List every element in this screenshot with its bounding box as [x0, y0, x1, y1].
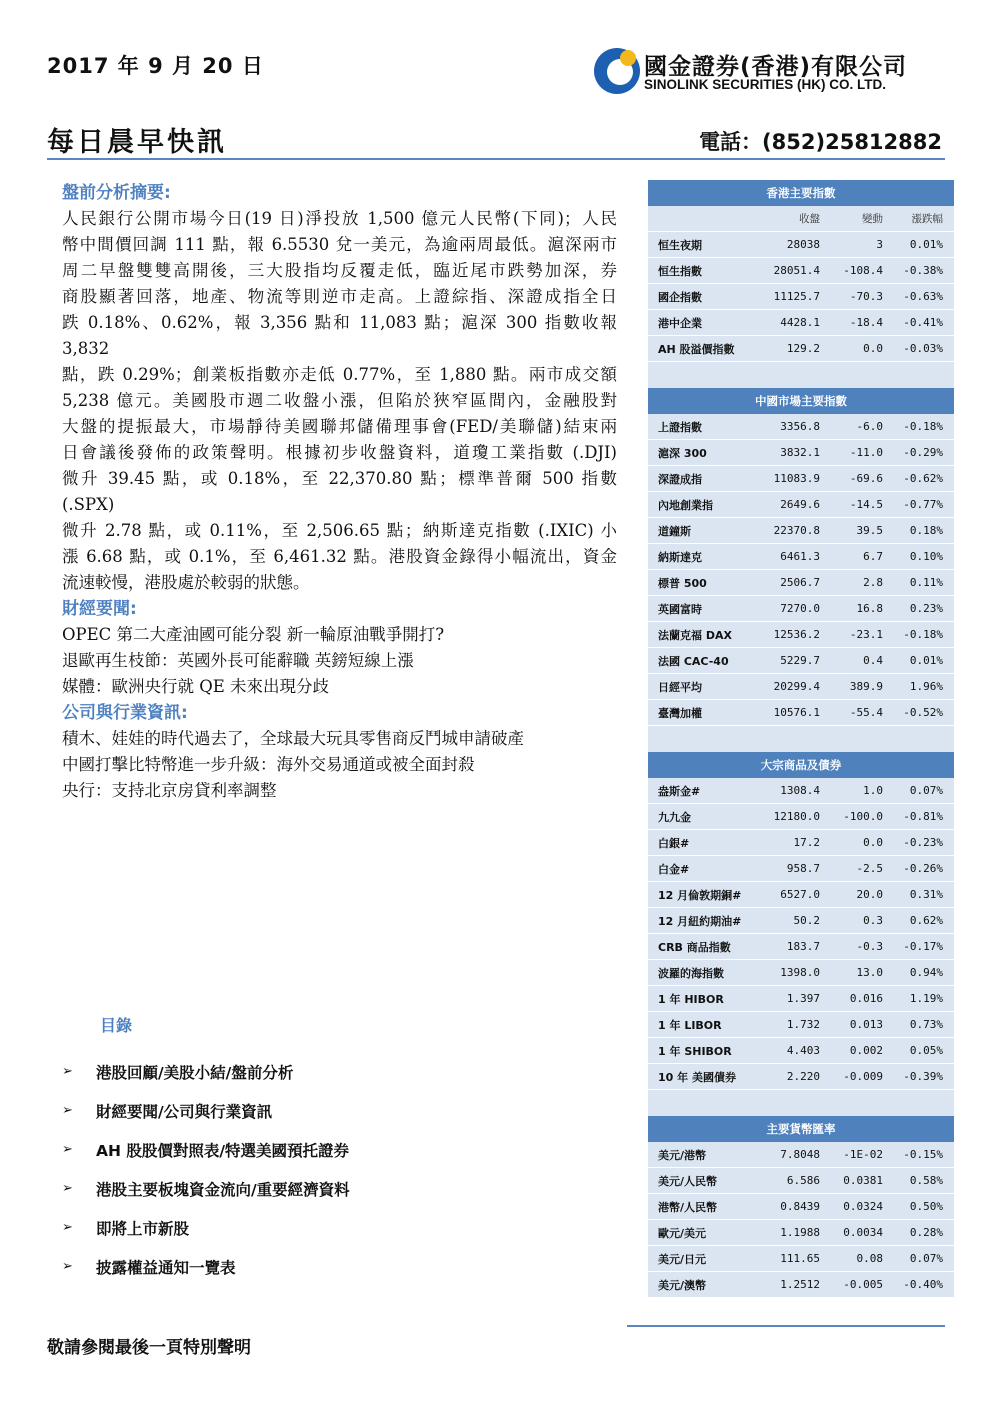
table-row [648, 622, 954, 648]
row-label: CRB 商品指數 [658, 940, 731, 954]
row-value: 0.73% [909, 1018, 943, 1031]
row-label: 波羅的海指數 [658, 966, 724, 980]
table-row [648, 1012, 954, 1038]
row-value: 0.3 [863, 914, 883, 927]
row-value: 0.07% [909, 784, 943, 797]
row-value: -70.3 [849, 290, 883, 303]
row-value: 0.10% [909, 550, 943, 563]
row-label: 道鐘斯 [658, 524, 691, 538]
row-label: 港幣/人民幣 [658, 1200, 718, 1214]
arrow-bullet-icon: ➢ [62, 1259, 73, 1274]
analysis-line: 流速較慢，港股處於較弱的狀態。 [62, 573, 310, 592]
row-value: 1.0 [863, 784, 883, 797]
table-row [648, 1168, 954, 1194]
row-value: 0.002 [849, 1044, 883, 1057]
row-value: -108.4 [843, 264, 883, 277]
disclaimer-note: 敬請參閱最後一頁特別聲明 [47, 1338, 251, 1358]
toc-item [62, 1052, 350, 1091]
analysis-line: 漲 6.68 點，或 0.1%，至 6,461.32 點。港股資金錄得小幅流出，資金 [62, 547, 617, 566]
row-value: -6.0 [856, 420, 883, 433]
row-value: 0.0381 [843, 1174, 883, 1187]
row-value: -0.81% [903, 810, 943, 823]
toc-item-label: 港股回顧/美股小結/盤前分析 [96, 1063, 294, 1082]
row-value: -0.15% [903, 1148, 943, 1161]
company-name-en: SINOLINK SECURITIES (HK) CO. LTD. [644, 77, 886, 92]
table-row [648, 1194, 954, 1220]
row-label: 白銀# [658, 836, 690, 850]
row-value: 0.0 [863, 836, 883, 849]
finance-news-item: 媒體：歐洲央行就 QE 未來出現分歧 [62, 677, 330, 696]
row-value: 7.8048 [780, 1148, 820, 1161]
row-value: 1.19% [909, 992, 943, 1005]
row-value: -0.03% [903, 342, 943, 355]
table-spacer [648, 1090, 954, 1116]
row-label: 法國 CAC-40 [658, 654, 729, 668]
row-label: 美元/港幣 [658, 1148, 707, 1162]
row-value: 0.23% [909, 602, 943, 615]
row-label: 12 月紐約期油# [658, 914, 742, 928]
table-row [648, 1272, 954, 1298]
row-value: 183.7 [786, 940, 820, 953]
table-row [648, 466, 954, 492]
row-value: 129.2 [786, 342, 820, 355]
row-value: 6461.3 [780, 550, 820, 563]
table-row [648, 518, 954, 544]
table-title: 大宗商品及債券 [648, 752, 954, 778]
report-title: 每日晨早快訊 [47, 127, 227, 158]
company-news-item: 積木、娃娃的時代過去了，全球最大玩具零售商反鬥城申請破產 [62, 729, 524, 748]
analysis-line: 周二早盤雙雙高開後，三大股指均反覆走低，臨近尾市跌勢加深，券 [62, 261, 617, 280]
table-row [648, 1220, 954, 1246]
row-label: 納斯達克 [658, 550, 702, 564]
row-value: 2649.6 [780, 498, 820, 511]
row-value: -100.0 [843, 810, 883, 823]
table-row [648, 908, 954, 934]
row-value: -0.23% [903, 836, 943, 849]
row-label: 12 月倫敦期銅# [658, 888, 742, 902]
toc-item-label: 財經要聞/公司與行業資訊 [96, 1102, 273, 1121]
row-label: 九九金 [658, 810, 691, 824]
row-value: 0.50% [909, 1200, 943, 1213]
row-value: 6527.0 [780, 888, 820, 901]
market-tables [648, 180, 954, 1298]
row-value: 0.8439 [780, 1200, 820, 1213]
analysis-heading: 盤前分析摘要: [62, 183, 171, 203]
row-label: 港中企業 [658, 316, 702, 330]
row-value: 5229.7 [780, 654, 820, 667]
finance-news-item: OPEC 第二大產油國可能分裂 新一輪原油戰爭開打? [62, 625, 445, 644]
toc-item [62, 1208, 350, 1247]
row-value: 3832.1 [780, 446, 820, 459]
row-value: 39.5 [856, 524, 883, 537]
table-title: 香港主要指數 [648, 180, 954, 206]
row-value: 20299.4 [773, 680, 820, 693]
table-row [648, 310, 954, 336]
table-spacer [648, 362, 954, 388]
arrow-bullet-icon: ➢ [62, 1103, 73, 1118]
row-label: 歐元/美元 [658, 1226, 707, 1240]
company-list [62, 726, 617, 804]
row-value: 0.4 [863, 654, 883, 667]
finance-list [62, 622, 617, 700]
row-value: 3356.8 [780, 420, 820, 433]
column-header: 收盤 [799, 213, 820, 225]
row-value: 1.96% [909, 680, 943, 693]
row-value: 1.397 [786, 992, 820, 1005]
table-row [648, 440, 954, 466]
row-value: 50.2 [793, 914, 820, 927]
toc-heading: 目錄 [100, 1016, 133, 1035]
table-title: 中國市場主要指數 [648, 388, 954, 414]
row-value: 17.2 [793, 836, 820, 849]
row-value: 3 [876, 238, 883, 251]
row-value: -1E-02 [843, 1148, 883, 1161]
table-row [648, 986, 954, 1012]
row-value: 22370.8 [773, 524, 820, 537]
row-value: -0.29% [903, 446, 943, 459]
toc-item-label: 披露權益通知一覽表 [96, 1258, 236, 1277]
row-value: -0.62% [903, 472, 943, 485]
row-label: 恒生夜期 [658, 238, 702, 252]
row-value: -0.17% [903, 940, 943, 953]
row-value: -23.1 [849, 628, 883, 641]
row-value: -0.52% [903, 706, 943, 719]
row-value: -0.26% [903, 862, 943, 875]
row-value: 6.586 [786, 1174, 820, 1187]
row-value: 0.01% [909, 654, 943, 667]
row-value: -0.18% [903, 420, 943, 433]
company-logo [594, 48, 944, 98]
row-value: -0.77% [903, 498, 943, 511]
table-row [648, 778, 954, 804]
row-value: 0.31% [909, 888, 943, 901]
row-value: -0.63% [903, 290, 943, 303]
row-value: -0.41% [903, 316, 943, 329]
table-row [648, 1246, 954, 1272]
row-label: 1 年 SHIBOR [658, 1044, 732, 1058]
row-value: 0.0034 [843, 1226, 883, 1239]
row-label: 國企指數 [658, 290, 702, 304]
table-row [648, 674, 954, 700]
table-of-contents [62, 1052, 350, 1286]
row-label: 臺灣加權 [658, 706, 702, 720]
table-row [648, 492, 954, 518]
row-label: 美元/人民幣 [658, 1174, 718, 1188]
table-row [648, 1038, 954, 1064]
toc-item-label: AH 股股價對照表/特選美國預托證券 [96, 1141, 350, 1160]
toc-item [62, 1130, 350, 1169]
row-value: 0.01% [909, 238, 943, 251]
news-column [62, 180, 617, 804]
analysis-line: 大盤的提振最大，市場靜待美國聯邦儲備理事會(FED/美聯儲)結束兩 [62, 417, 617, 436]
row-value: -0.39% [903, 1070, 943, 1083]
row-value: 1.2512 [780, 1278, 820, 1291]
row-value: 11083.9 [773, 472, 820, 485]
toc-item-label: 港股主要板塊資金流向/重要經濟資料 [96, 1180, 350, 1199]
row-value: 0.016 [849, 992, 883, 1005]
row-value: 958.7 [786, 862, 820, 875]
toc-item [62, 1091, 350, 1130]
row-value: 12536.2 [773, 628, 820, 641]
row-value: 10576.1 [773, 706, 820, 719]
table-row [648, 856, 954, 882]
row-value: 0.62% [909, 914, 943, 927]
table-row [648, 544, 954, 570]
row-value: 1398.0 [780, 966, 820, 979]
analysis-line: 微升 2.78 點，或 0.11%，至 2,506.65 點；納斯達克指數 (.IXIC) 小 [62, 521, 617, 540]
column-header: 漲跌幅 [911, 213, 943, 225]
row-value: 2.8 [863, 576, 883, 589]
row-value: 28038 [786, 238, 820, 251]
row-value: 16.8 [856, 602, 883, 615]
row-value: 0.013 [849, 1018, 883, 1031]
row-label: 標普 500 [658, 576, 707, 590]
row-label: 法蘭克福 DAX [658, 628, 732, 642]
row-value: -0.3 [856, 940, 883, 953]
company-heading: 公司與行業資訊: [62, 703, 188, 723]
row-value: 11125.7 [773, 290, 820, 303]
row-value: 12180.0 [773, 810, 820, 823]
row-value: 0.11% [909, 576, 943, 589]
analysis-line: 日會議後發佈的政策聲明。根據初步收盤資料，道瓊工業指數 (.DJI) [62, 443, 617, 462]
column-header: 變動 [862, 213, 883, 225]
report-date: 2017 年 9 月 20 日 [47, 54, 264, 78]
row-value: 389.9 [849, 680, 883, 693]
analysis-line: 5,238 億元。美國股市週二收盤小漲，但陷於狹窄區間內，金融股對 [62, 391, 617, 410]
arrow-bullet-icon: ➢ [62, 1064, 73, 1079]
arrow-bullet-icon: ➢ [62, 1181, 73, 1196]
row-value: 7270.0 [780, 602, 820, 615]
row-label: 1 年 HIBOR [658, 992, 724, 1006]
row-value: -69.6 [849, 472, 883, 485]
row-label: 英國富時 [658, 602, 702, 616]
row-value: 1.1988 [780, 1226, 820, 1239]
row-value: -14.5 [849, 498, 883, 511]
row-value: -55.4 [849, 706, 883, 719]
row-value: 1308.4 [780, 784, 820, 797]
row-value: 0.18% [909, 524, 943, 537]
row-value: 0.0 [863, 342, 883, 355]
row-value: 4428.1 [780, 316, 820, 329]
row-value: -0.005 [843, 1278, 883, 1291]
row-value: 0.05% [909, 1044, 943, 1057]
row-value: 28051.4 [773, 264, 820, 277]
toc-item [62, 1169, 350, 1208]
table-row [648, 284, 954, 310]
row-value: 0.28% [909, 1226, 943, 1239]
table-row [648, 1142, 954, 1168]
table-row [648, 336, 954, 362]
table-row [648, 882, 954, 908]
footer-divider [627, 1325, 945, 1327]
table-row [648, 414, 954, 440]
table-row [648, 804, 954, 830]
analysis-line: 商股顯著回落，地產、物流等則逆市走高。上證綜指、深證成指全日 [62, 287, 617, 306]
table-row [648, 570, 954, 596]
row-value: 2.220 [786, 1070, 820, 1083]
table-row [648, 830, 954, 856]
row-value: -0.18% [903, 628, 943, 641]
table-row [648, 648, 954, 674]
row-label: 深證成指 [658, 472, 702, 486]
row-value: 0.0324 [843, 1200, 883, 1213]
table-row [648, 596, 954, 622]
logo-mark-icon [594, 48, 640, 94]
row-value: 111.65 [780, 1252, 820, 1265]
finance-news-item: 退歐再生枝節：英國外長可能辭職 英鎊短線上漲 [62, 651, 414, 670]
analysis-line: 微升 39.45 點，或 0.18%，至 22,370.80 點；標準普爾 500 指數 (.SPX) [62, 469, 617, 514]
arrow-bullet-icon: ➢ [62, 1142, 73, 1157]
analysis-line: 跌 0.18%、0.62%，報 3,356 點和 11,083 點；滬深 300 指數收報 3,832 [62, 313, 617, 358]
row-value: -2.5 [856, 862, 883, 875]
company-news-item: 央行：支持北京房貸利率調整 [62, 781, 277, 800]
row-label: 日經平均 [658, 680, 702, 694]
analysis-body [62, 206, 617, 596]
row-label: 美元/澳幣 [658, 1278, 707, 1292]
row-value: -11.0 [849, 446, 883, 459]
row-value: -0.38% [903, 264, 943, 277]
row-value: 13.0 [856, 966, 883, 979]
table-row [648, 258, 954, 284]
row-label: 美元/日元 [658, 1252, 707, 1266]
analysis-line: 點，跌 0.29%；創業板指數亦走低 0.77%，至 1,880 點。兩市成交額 [62, 365, 617, 384]
row-value: 20.0 [856, 888, 883, 901]
table-row [648, 232, 954, 258]
column-header-row [648, 206, 954, 232]
row-value: 0.94% [909, 966, 943, 979]
finance-heading: 財經要聞: [62, 599, 137, 619]
row-value: 4.403 [786, 1044, 820, 1057]
table-spacer [648, 726, 954, 752]
table-title: 主要貨幣匯率 [648, 1116, 954, 1142]
row-value: 0.08 [856, 1252, 883, 1265]
company-news-item: 中國打擊比特幣進一步升級：海外交易通道或被全面封殺 [62, 755, 475, 774]
analysis-line: 幣中間價回調 111 點，報 6.5530 兌一美元，為逾兩周最低。滬深兩市 [62, 235, 617, 254]
table-row [648, 934, 954, 960]
arrow-bullet-icon: ➢ [62, 1220, 73, 1235]
row-label: AH 股溢價指數 [658, 342, 735, 356]
row-value: 1.732 [786, 1018, 820, 1031]
row-value: -0.40% [903, 1278, 943, 1291]
row-label: 盎斯金# [658, 784, 701, 798]
row-value: 2506.7 [780, 576, 820, 589]
row-label: 10 年 美國債券 [658, 1070, 736, 1084]
row-label: 恒生指數 [658, 264, 702, 278]
row-label: 上證指數 [658, 420, 702, 434]
analysis-line: 人民銀行公開市場今日(19 日)淨投放 1,500 億元人民幣(下同)；人民 [62, 209, 617, 228]
table-row [648, 960, 954, 986]
row-value: 0.07% [909, 1252, 943, 1265]
row-label: 內地創業指 [658, 498, 713, 512]
table-row [648, 700, 954, 726]
row-value: -0.009 [843, 1070, 883, 1083]
row-label: 滬深 300 [658, 446, 707, 460]
phone-number: 電話：(852)25812882 [699, 130, 942, 154]
header-divider [47, 158, 945, 160]
row-label: 白金# [658, 862, 690, 876]
row-value: 6.7 [863, 550, 883, 563]
row-value: 0.58% [909, 1174, 943, 1187]
row-label: 1 年 LIBOR [658, 1018, 722, 1032]
toc-item [62, 1247, 350, 1286]
company-name-cn: 國金證券(香港)有限公司 [644, 54, 908, 80]
table-row [648, 1064, 954, 1090]
row-value: -18.4 [849, 316, 883, 329]
toc-item-label: 即將上市新股 [96, 1219, 190, 1238]
